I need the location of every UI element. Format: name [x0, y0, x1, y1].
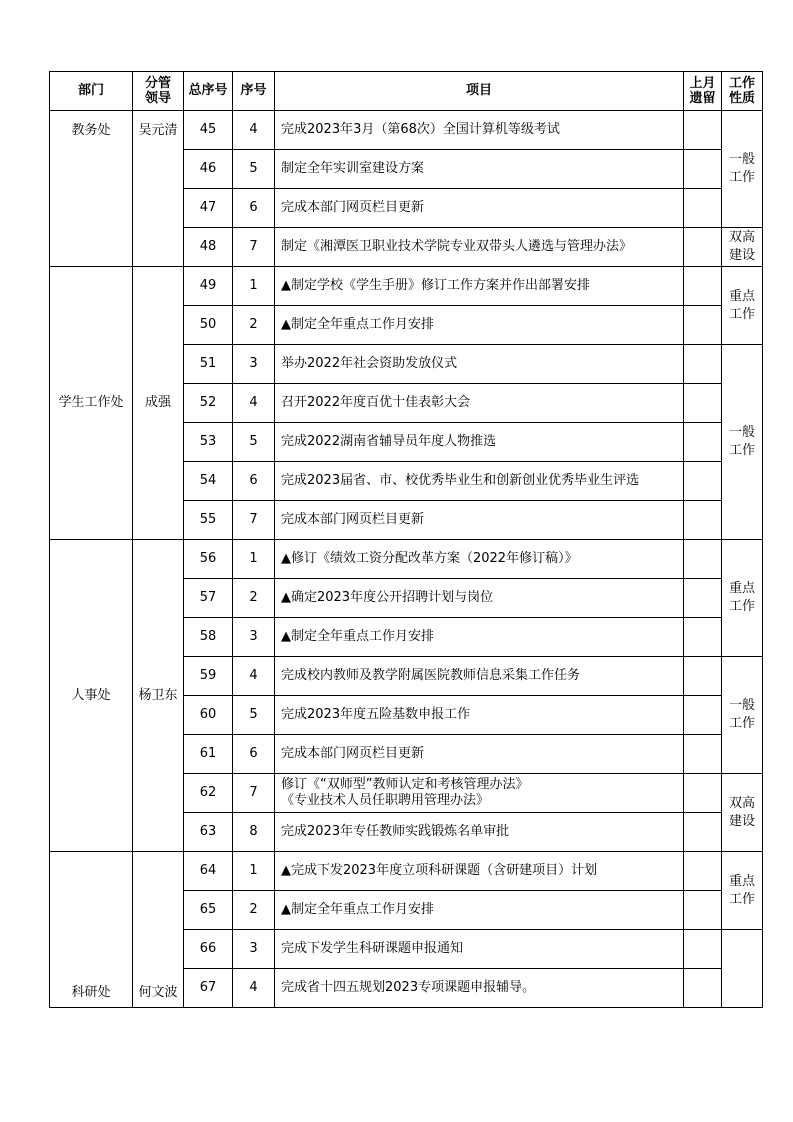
- prev-cell: [684, 384, 722, 423]
- table-row: [50, 267, 763, 306]
- dept-cell: 科研处: [50, 852, 133, 1008]
- seq-no-cell: 4: [233, 969, 275, 1008]
- table-row: [50, 111, 763, 150]
- header-leader: 分管领导: [133, 72, 184, 111]
- seq-no-cell: 2: [233, 579, 275, 618]
- prev-cell: [684, 696, 722, 735]
- seq-no-cell: 8: [233, 813, 275, 852]
- total-no-cell: 49: [184, 267, 233, 306]
- nature-cell: 重点工作: [722, 540, 763, 657]
- item-cell: 完成本部门网页栏目更新: [275, 501, 684, 540]
- total-no-cell: 63: [184, 813, 233, 852]
- prev-cell: [684, 345, 722, 384]
- nature-cell: 双高建设: [722, 228, 763, 267]
- item-cell: ▲完成下发2023年度立项科研课题（含研建项目）计划: [275, 852, 684, 891]
- item-cell: 完成校内教师及教学附属医院教师信息采集工作任务: [275, 657, 684, 696]
- prev-cell: [684, 930, 722, 969]
- header-nature: 工作性质: [722, 72, 763, 111]
- total-no-cell: 64: [184, 852, 233, 891]
- item-cell: ▲制定学校《学生手册》修订工作方案并作出部署安排: [275, 267, 684, 306]
- total-no-cell: 65: [184, 891, 233, 930]
- item-cell: 完成2023届省、市、校优秀毕业生和创新创业优秀毕业生评选: [275, 462, 684, 501]
- work-schedule-table: [49, 71, 763, 1008]
- nature-cell: 双高建设: [722, 774, 763, 852]
- leader-cell: 何文波: [133, 852, 184, 1008]
- seq-no-cell: 1: [233, 267, 275, 306]
- dept-cell: 学生工作处: [50, 267, 133, 540]
- total-no-cell: 55: [184, 501, 233, 540]
- item-cell: 完成2022湖南省辅导员年度人物推选: [275, 423, 684, 462]
- prev-cell: [684, 579, 722, 618]
- item-cell: 完成下发学生科研课题申报通知: [275, 930, 684, 969]
- item-cell: 完成省十四五规划2023专项课题申报辅导。: [275, 969, 684, 1008]
- total-no-cell: 50: [184, 306, 233, 345]
- leader-cell: 吴元清: [133, 111, 184, 267]
- total-no-cell: 46: [184, 150, 233, 189]
- prev-cell: [684, 813, 722, 852]
- item-line: 《专业技术人员任职聘用管理办法》: [281, 793, 490, 808]
- total-no-cell: 51: [184, 345, 233, 384]
- prev-cell: [684, 774, 722, 813]
- nature-cell: 重点工作: [722, 852, 763, 930]
- table-row: [50, 540, 763, 579]
- header-seq-no: 序号: [233, 72, 275, 111]
- seq-no-cell: 1: [233, 852, 275, 891]
- prev-cell: [684, 267, 722, 306]
- total-no-cell: 52: [184, 384, 233, 423]
- seq-no-cell: 7: [233, 228, 275, 267]
- seq-no-cell: 6: [233, 735, 275, 774]
- table-header-row: [50, 72, 763, 111]
- seq-no-cell: 2: [233, 891, 275, 930]
- item-cell: ▲制定全年重点工作月安排: [275, 891, 684, 930]
- prev-cell: [684, 969, 722, 1008]
- prev-cell: [684, 189, 722, 228]
- seq-no-cell: 7: [233, 774, 275, 813]
- total-no-cell: 57: [184, 579, 233, 618]
- seq-no-cell: 6: [233, 462, 275, 501]
- seq-no-cell: 5: [233, 696, 275, 735]
- total-no-cell: 56: [184, 540, 233, 579]
- seq-no-cell: 5: [233, 150, 275, 189]
- prev-cell: [684, 540, 722, 579]
- total-no-cell: 60: [184, 696, 233, 735]
- seq-no-cell: 7: [233, 501, 275, 540]
- total-no-cell: 53: [184, 423, 233, 462]
- item-cell: 完成2023年3月（第68次）全国计算机等级考试: [275, 111, 684, 150]
- header-prev: 上月遗留: [684, 72, 722, 111]
- item-cell: 召开2022年度百优十佳表彰大会: [275, 384, 684, 423]
- item-cell: 完成本部门网页栏目更新: [275, 189, 684, 228]
- header-total-no: 总序号: [184, 72, 233, 111]
- total-no-cell: 67: [184, 969, 233, 1008]
- prev-cell: [684, 891, 722, 930]
- total-no-cell: 54: [184, 462, 233, 501]
- seq-no-cell: 4: [233, 384, 275, 423]
- total-no-cell: 61: [184, 735, 233, 774]
- total-no-cell: 59: [184, 657, 233, 696]
- item-cell: 完成2023年专任教师实践锻炼名单审批: [275, 813, 684, 852]
- prev-cell: [684, 111, 722, 150]
- prev-cell: [684, 501, 722, 540]
- item-cell: 完成2023年度五险基数申报工作: [275, 696, 684, 735]
- prev-cell: [684, 306, 722, 345]
- prev-cell: [684, 423, 722, 462]
- seq-no-cell: 5: [233, 423, 275, 462]
- leader-cell: 成强: [133, 267, 184, 540]
- prev-cell: [684, 462, 722, 501]
- total-no-cell: 47: [184, 189, 233, 228]
- item-cell: 完成本部门网页栏目更新: [275, 735, 684, 774]
- prev-cell: [684, 657, 722, 696]
- seq-no-cell: 1: [233, 540, 275, 579]
- item-cell: 制定《湘潭医卫职业技术学院专业双带头人遴选与管理办法》: [275, 228, 684, 267]
- seq-no-cell: 4: [233, 111, 275, 150]
- header-item: 项目: [275, 72, 684, 111]
- total-no-cell: 62: [184, 774, 233, 813]
- total-no-cell: 45: [184, 111, 233, 150]
- total-no-cell: 58: [184, 618, 233, 657]
- nature-cell: 一般工作: [722, 657, 763, 774]
- table-row: [50, 852, 763, 891]
- item-line: 修订《“双师型”教师认定和考核管理办法》: [281, 777, 529, 792]
- seq-no-cell: 3: [233, 618, 275, 657]
- total-no-cell: 66: [184, 930, 233, 969]
- seq-no-cell: 4: [233, 657, 275, 696]
- nature-cell: 一般工作: [722, 111, 763, 228]
- seq-no-cell: 6: [233, 189, 275, 228]
- seq-no-cell: 3: [233, 345, 275, 384]
- header-dept: 部门: [50, 72, 133, 111]
- item-cell: ▲制定全年重点工作月安排: [275, 306, 684, 345]
- nature-cell: [722, 930, 763, 1008]
- item-cell: [275, 774, 684, 813]
- dept-cell: 人事处: [50, 540, 133, 852]
- item-cell: 举办2022年社会资助发放仪式: [275, 345, 684, 384]
- prev-cell: [684, 228, 722, 267]
- prev-cell: [684, 150, 722, 189]
- item-cell: 制定全年实训室建设方案: [275, 150, 684, 189]
- seq-no-cell: 2: [233, 306, 275, 345]
- item-cell: ▲制定全年重点工作月安排: [275, 618, 684, 657]
- nature-cell: 重点工作: [722, 267, 763, 345]
- prev-cell: [684, 852, 722, 891]
- item-cell: ▲修订《绩效工资分配改革方案（2022年修订稿）》: [275, 540, 684, 579]
- prev-cell: [684, 618, 722, 657]
- leader-cell: 杨卫东: [133, 540, 184, 852]
- seq-no-cell: 3: [233, 930, 275, 969]
- nature-cell: 一般工作: [722, 345, 763, 540]
- total-no-cell: 48: [184, 228, 233, 267]
- prev-cell: [684, 735, 722, 774]
- dept-cell: 教务处: [50, 111, 133, 267]
- item-cell: ▲确定2023年度公开招聘计划与岗位: [275, 579, 684, 618]
